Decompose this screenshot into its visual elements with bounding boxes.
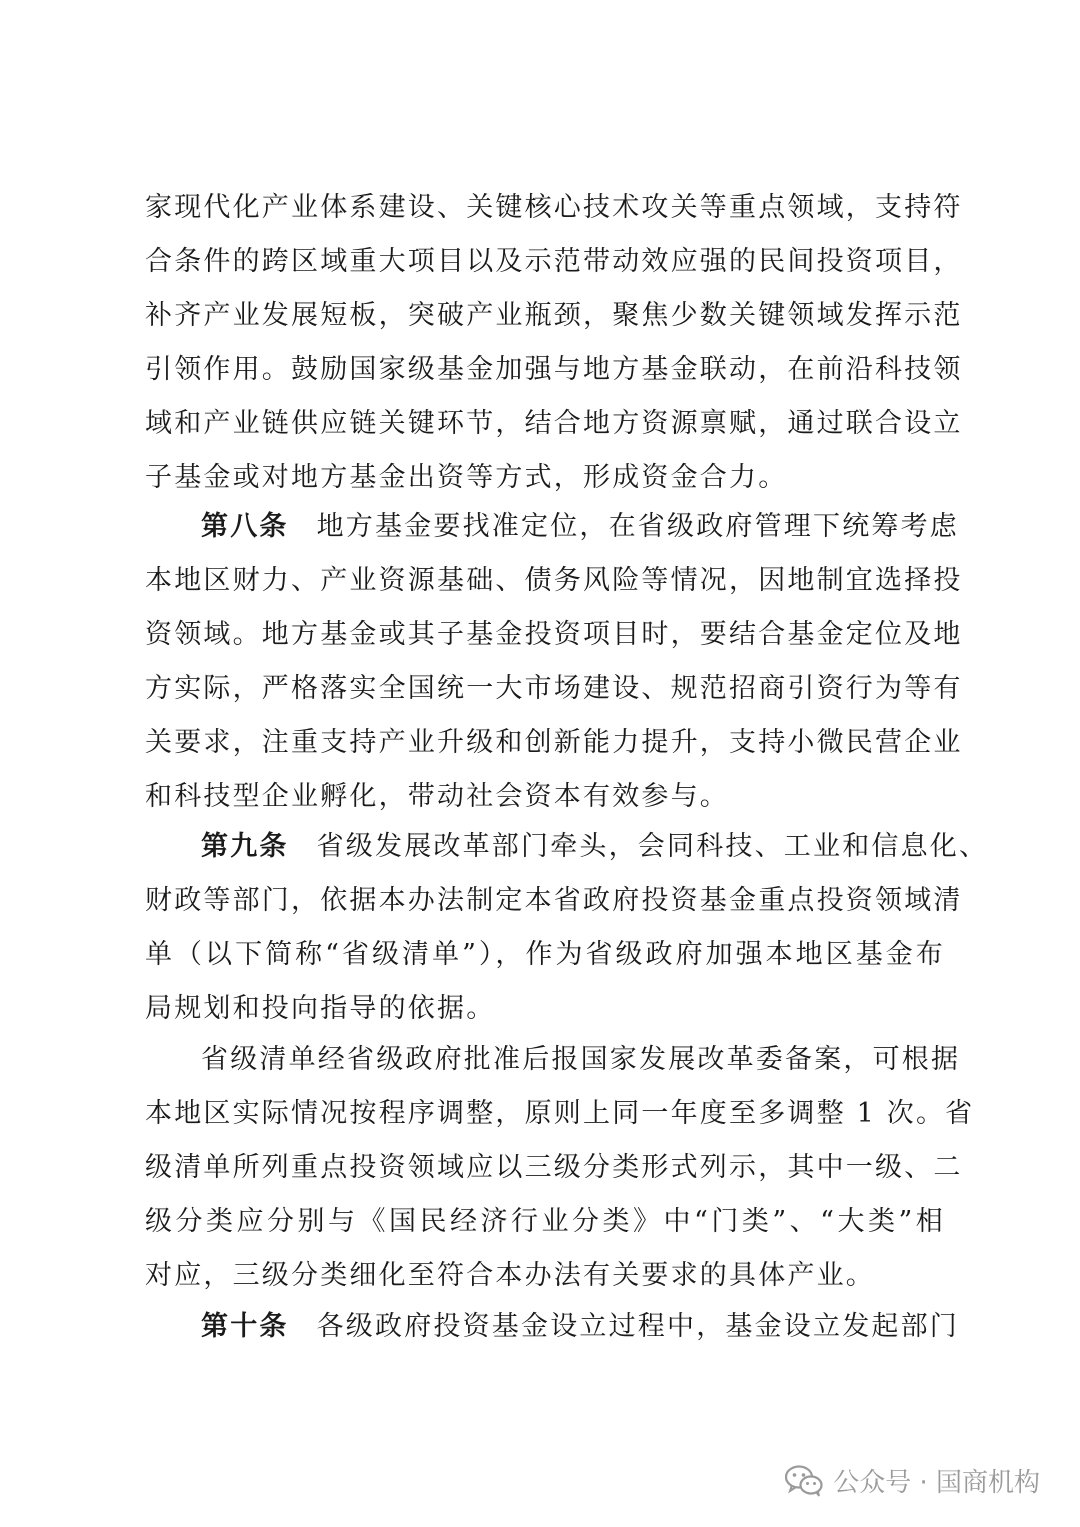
article-text: 省级发展改革部门牵头，会同科技、工业和信息化、 [316,831,989,862]
article-8 [145,500,963,824]
watermark-text: 公众号 · 国商机构 [833,1468,1040,1498]
article-9 [145,820,989,1036]
text-line: 对应，三级分类细化至符合本办法有关要求的具体产业。 [145,1260,875,1291]
article-label: 第九条 [201,831,289,862]
text-line [145,500,960,554]
text-line: 补齐产业发展短板，突破产业瓶颈，聚焦少数关键领域发挥示范 [145,300,963,331]
text-line: 域和产业链供应链关键环节，结合地方资源禀赋，通过联合设立 [145,408,963,439]
wechat-icon [785,1465,823,1497]
text-line: 和科技型企业孵化，带动社会资本有效参与。 [145,781,729,812]
text-line: 本地区实际情况按程序调整，原则上同一年度至多调整 1 次。省 [145,1098,975,1129]
text-line: 本地区财力、产业资源基础、债务风险等情况，因地制宜选择投 [145,565,963,596]
article-text: 地方基金要找准定位，在省级政府管理下统筹考虑 [316,511,960,542]
article-text: 各级政府投资基金设立过程中，基金设立发起部门 [316,1311,960,1342]
text-line [145,820,989,874]
article-label: 第八条 [201,511,289,542]
text-line [145,1300,960,1354]
text-line: 家现代化产业体系建设、关键核心技术攻关等重点领域，支持符 [145,192,963,223]
text-line: 合条件的跨区域重大项目以及示范带动效应强的民间投资项目， [145,246,963,277]
text-line: 局规划和投向指导的依据。 [145,993,496,1024]
text-line: 方实际，严格落实全国统一大市场建设、规范招商引资行为等有 [145,673,963,704]
text-line: 子基金或对地方基金出资等方式，形成资金合力。 [145,462,788,493]
article-10 [145,1300,960,1354]
text-line: 引领作用。鼓励国家级基金加强与地方基金联动，在前沿科技领 [145,354,963,385]
text-line: 级清单所列重点投资领域应以三级分类形式列示，其中一级、二 [145,1152,963,1183]
provincial-list-paragraph [145,1033,975,1303]
text-line: 关要求，注重支持产业升级和创新能力提升，支持小微民营企业 [145,727,963,758]
text-line: 财政等部门，依据本办法制定本省政府投资基金重点投资领域清 [145,885,963,916]
text-line: 省级清单经省级政府批准后报国家发展改革委备案，可根据 [201,1044,961,1075]
paragraph-continuation [145,181,963,505]
article-label: 第十条 [201,1311,289,1342]
text-line: 单（以下简称“省级清单”），作为省级政府加强本地区基金布 [145,939,945,970]
wechat-watermark [785,1462,1040,1499]
text-line: 资领域。地方基金或其子基金投资项目时，要结合基金定位及地 [145,619,963,650]
text-line: 级分类应分别与《国民经济行业分类》中“门类”、“大类”相 [145,1206,945,1237]
